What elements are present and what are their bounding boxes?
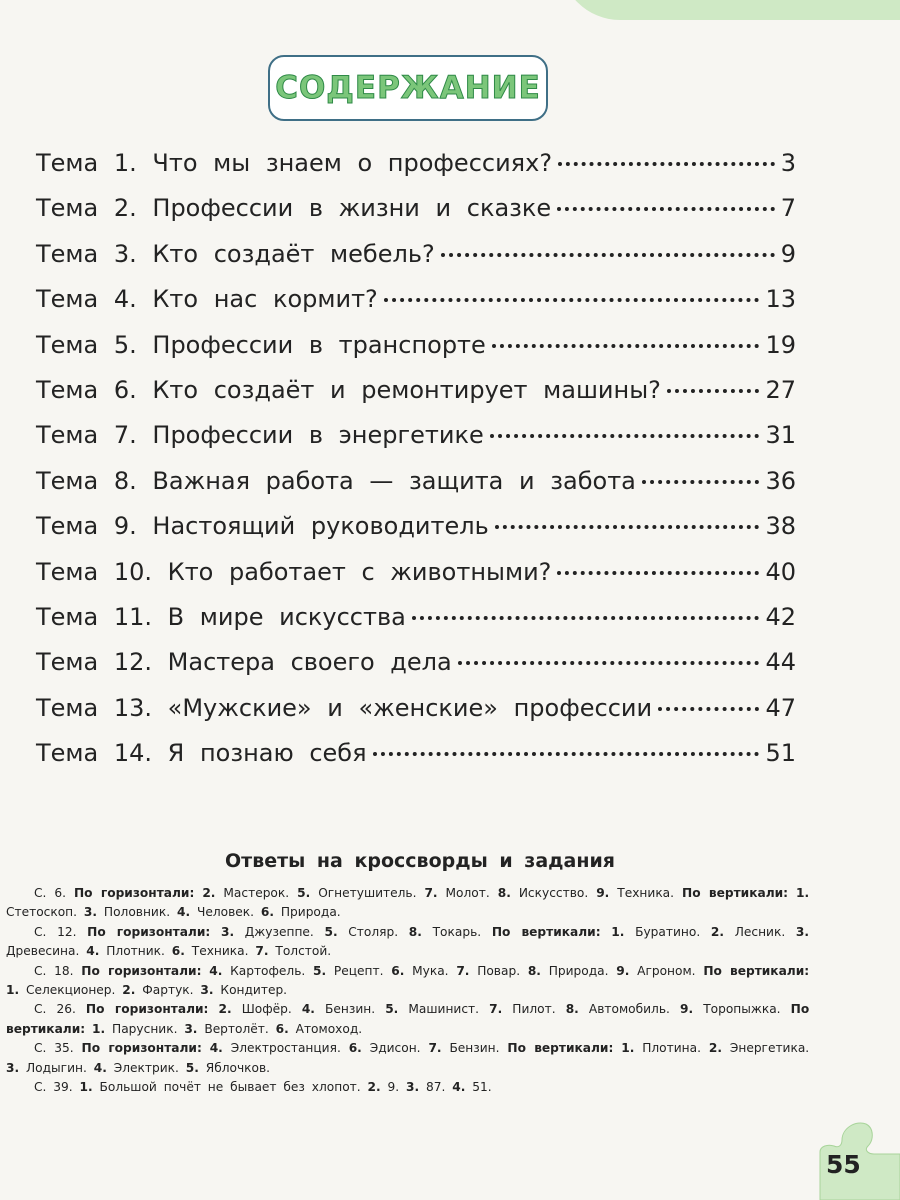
down-label: По вертикали: bbox=[507, 1041, 614, 1056]
answer-num: 1. bbox=[79, 1080, 93, 1095]
answer-num: 7. bbox=[424, 886, 438, 900]
answer-num: 8. bbox=[527, 963, 541, 978]
answer-page-ref: С. 6. bbox=[34, 886, 66, 900]
answer-word: Повар. bbox=[477, 963, 521, 978]
answer-word: Яблочков. bbox=[205, 1060, 271, 1075]
answer-num: 6. bbox=[260, 905, 274, 920]
dot-leader bbox=[558, 162, 775, 166]
answer-word: Бензин. bbox=[325, 1002, 376, 1017]
toc-item-label: Тема 3. Кто создаёт мебель? bbox=[36, 239, 435, 268]
answer-num: 6. bbox=[348, 1041, 362, 1056]
answer-num: 2. bbox=[367, 1080, 381, 1095]
toc-item-label: Тема 11. В мире искусства bbox=[36, 602, 406, 631]
answer-num: 2. bbox=[218, 1002, 232, 1017]
answer-word: Буратино. bbox=[635, 924, 701, 939]
down-label: По вертикали: bbox=[682, 886, 789, 900]
answer-num: 4. bbox=[176, 905, 191, 920]
toc-item-label: Тема 4. Кто нас кормит? bbox=[36, 285, 378, 314]
toc-item-label: Тема 12. Мастера своего дела bbox=[36, 648, 452, 677]
answer-num: 6. bbox=[171, 944, 185, 959]
answer-word: Парусник. bbox=[112, 1021, 178, 1036]
answer-word: Вертолёт. bbox=[204, 1021, 269, 1036]
toc-item[interactable] bbox=[36, 421, 796, 466]
toc-item-page: 36 bbox=[765, 466, 796, 495]
answer-word: Большой почёт не бывает без хлопот. bbox=[99, 1080, 361, 1095]
answer-word: Молот. bbox=[445, 886, 490, 900]
answer-num: 8. bbox=[408, 924, 422, 939]
toc-item[interactable] bbox=[36, 285, 796, 330]
answer-word: 87. bbox=[426, 1080, 446, 1095]
answer-word: Человек. bbox=[196, 905, 254, 920]
answer-word: Электростанция. bbox=[230, 1041, 341, 1056]
toc-item-label: Тема 9. Настоящий руководитель bbox=[36, 512, 489, 541]
answer-word: Лодыгин. bbox=[26, 1060, 87, 1075]
answer-num: 3. bbox=[184, 1021, 198, 1036]
answer-word: Атомоход. bbox=[295, 1021, 363, 1036]
toc-item-page: 38 bbox=[765, 512, 796, 541]
answer-word: Фартук. bbox=[142, 983, 194, 998]
answer-word: Природа. bbox=[280, 905, 341, 920]
dot-leader bbox=[373, 752, 760, 756]
toc-item-page: 19 bbox=[765, 330, 796, 359]
across-label: По горизонтали: bbox=[81, 1041, 202, 1056]
answer-word: Стетоскоп. bbox=[6, 905, 78, 920]
answer-word: Электрик. bbox=[113, 1060, 179, 1075]
answer-page-ref: С. 18. bbox=[34, 963, 74, 978]
answer-page-ref: С. 35. bbox=[34, 1041, 74, 1056]
toc-item[interactable] bbox=[36, 467, 796, 512]
contents-title-frame bbox=[268, 55, 548, 121]
dot-leader bbox=[490, 434, 760, 438]
answers-section bbox=[6, 884, 809, 1097]
toc-item-page: 40 bbox=[765, 557, 796, 586]
answer-word: Искусство. bbox=[518, 886, 589, 900]
toc-item[interactable] bbox=[36, 376, 796, 421]
answer-word: Природа. bbox=[548, 963, 609, 978]
answer-num: 6. bbox=[391, 963, 405, 978]
answer-word: Техника. bbox=[191, 944, 249, 959]
answer-page-ref: С. 12. bbox=[34, 924, 77, 939]
answer-num: 4. bbox=[209, 963, 223, 978]
answer-word: Плотина. bbox=[642, 1041, 701, 1056]
toc-item-page: 9 bbox=[780, 239, 796, 268]
toc-item-label: Тема 8. Важная работа — защита и забота bbox=[36, 466, 636, 495]
answer-word: Агроном. bbox=[637, 963, 696, 978]
answer-paragraph-p26 bbox=[6, 1000, 809, 1039]
toc-item[interactable] bbox=[36, 694, 796, 739]
toc-item[interactable] bbox=[36, 512, 796, 557]
down-label: По вертикали: bbox=[491, 924, 601, 939]
dot-leader bbox=[384, 298, 760, 302]
answer-num: 7. bbox=[428, 1041, 442, 1056]
answer-paragraph-p39 bbox=[6, 1078, 809, 1097]
answer-num: 8. bbox=[497, 886, 511, 900]
answer-paragraph-p6 bbox=[6, 884, 809, 923]
toc-item-page: 27 bbox=[765, 375, 796, 404]
toc-item[interactable] bbox=[36, 149, 796, 194]
answer-num: 4. bbox=[93, 1060, 107, 1075]
toc-item[interactable] bbox=[36, 240, 796, 285]
answer-num: 3. bbox=[200, 983, 214, 998]
answer-num: 9. bbox=[596, 886, 610, 900]
answer-word: Техника. bbox=[617, 886, 675, 900]
answer-word: Пилот. bbox=[512, 1002, 556, 1017]
answer-word: Лесник. bbox=[734, 924, 786, 939]
answer-page-ref: С. 26. bbox=[34, 1002, 76, 1017]
across-label: По горизонтали: bbox=[81, 963, 202, 978]
answer-num: 4. bbox=[86, 944, 100, 959]
dot-leader bbox=[458, 661, 760, 665]
toc-item-label: Тема 1. Что мы знаем о профессиях? bbox=[36, 149, 553, 177]
answer-num: 5. bbox=[385, 1002, 399, 1017]
answer-num: 8. bbox=[565, 1002, 579, 1017]
toc-item-label: Тема 7. Профессии в энергетике bbox=[36, 421, 484, 450]
dot-leader bbox=[667, 389, 760, 393]
page-number: 55 bbox=[826, 1150, 861, 1179]
toc-item-page: 7 bbox=[780, 194, 796, 223]
answer-word: Машинист. bbox=[408, 1002, 480, 1017]
down-label: По вертикали: bbox=[6, 1002, 810, 1036]
answer-num: 6. bbox=[275, 1021, 289, 1036]
answer-num: 4. bbox=[452, 1080, 466, 1095]
answer-word: Огнетушитель. bbox=[318, 886, 417, 900]
answer-word: Эдисон. bbox=[369, 1041, 421, 1056]
answer-num: 2. bbox=[710, 924, 725, 939]
answer-word: Токарь. bbox=[432, 924, 482, 939]
answer-word: Рецепт. bbox=[333, 963, 384, 978]
toc-item-label: Тема 2. Профессии в жизни и сказке bbox=[36, 194, 552, 223]
toc-item-label: Тема 13. «Мужские» и «женские» профессии bbox=[36, 693, 653, 722]
table-of-contents bbox=[36, 149, 796, 784]
answers-heading: Ответы на кроссворды и задания bbox=[225, 850, 615, 872]
dot-leader bbox=[495, 525, 760, 529]
answer-num: 1. bbox=[611, 924, 625, 939]
dot-leader bbox=[642, 480, 760, 484]
toc-item-label: Тема 5. Профессии в транспорте bbox=[36, 330, 486, 359]
answer-num: 2. bbox=[708, 1041, 722, 1056]
toc-item-label: Тема 14. Я познаю себя bbox=[36, 739, 367, 768]
answer-num: 1. bbox=[796, 886, 810, 900]
toc-item[interactable] bbox=[36, 603, 796, 648]
toc-item-page: 47 bbox=[765, 693, 796, 722]
answer-num: 1. bbox=[621, 1041, 635, 1056]
across-label: По горизонтали: bbox=[87, 924, 211, 939]
answer-word: Толстой. bbox=[275, 944, 332, 959]
toc-item[interactable] bbox=[36, 194, 796, 239]
answer-num: 3. bbox=[83, 905, 98, 920]
dot-leader bbox=[557, 571, 759, 575]
dot-leader bbox=[492, 344, 760, 348]
dot-leader bbox=[557, 207, 775, 211]
answer-word: Шофёр. bbox=[241, 1002, 292, 1017]
answer-word: Половник. bbox=[103, 905, 171, 920]
answer-paragraph-p12 bbox=[6, 923, 809, 962]
toc-item[interactable] bbox=[36, 739, 796, 784]
dot-leader bbox=[658, 707, 759, 711]
answer-num: 2. bbox=[202, 886, 216, 900]
answer-num: 9. bbox=[616, 963, 630, 978]
across-label: По горизонтали: bbox=[73, 886, 195, 900]
toc-item[interactable] bbox=[36, 558, 796, 603]
answer-word: Мастерок. bbox=[223, 886, 290, 900]
across-label: По горизонтали: bbox=[85, 1002, 209, 1017]
answer-num: 3. bbox=[6, 1060, 20, 1075]
answer-num: 4. bbox=[209, 1041, 223, 1056]
answer-num: 7. bbox=[255, 944, 269, 959]
answer-word: 51. bbox=[472, 1080, 492, 1095]
dot-leader bbox=[412, 616, 760, 620]
answer-num: 2. bbox=[122, 983, 136, 998]
answer-word: Торопыжка. bbox=[703, 1002, 781, 1017]
answer-num: 7. bbox=[456, 963, 470, 978]
answer-word: Столяр. bbox=[348, 924, 399, 939]
answer-paragraph-p18 bbox=[6, 962, 809, 1001]
toc-item[interactable] bbox=[36, 648, 796, 693]
answer-word: Бензин. bbox=[449, 1041, 500, 1056]
answer-num: 5. bbox=[324, 924, 338, 939]
down-label: По вертикали: bbox=[703, 963, 810, 978]
toc-item-label: Тема 10. Кто работает с животными? bbox=[36, 557, 552, 586]
toc-item-page: 44 bbox=[765, 648, 796, 677]
toc-item-page: 13 bbox=[765, 285, 796, 314]
answer-num: 3. bbox=[406, 1080, 420, 1095]
toc-item-label: Тема 6. Кто создаёт и ремонтирует машины? bbox=[36, 375, 661, 404]
answer-word: Картофель. bbox=[230, 963, 306, 978]
answer-word: Джузеппе. bbox=[244, 924, 314, 939]
answer-word: Плотник. bbox=[106, 944, 165, 959]
answer-num: 9. bbox=[679, 1002, 694, 1017]
answer-num: 5. bbox=[185, 1060, 199, 1075]
top-decoration bbox=[560, 0, 900, 20]
answer-num: 4. bbox=[301, 1002, 315, 1017]
answer-word: Древесина. bbox=[6, 944, 80, 959]
toc-item-page: 51 bbox=[765, 739, 796, 768]
answer-word: Кондитер. bbox=[220, 983, 288, 998]
dot-leader bbox=[441, 253, 775, 257]
answer-word: Автомобиль. bbox=[588, 1002, 670, 1017]
answer-word: Селекционер. bbox=[26, 983, 116, 998]
answer-paragraph-p35 bbox=[6, 1039, 809, 1078]
answer-num: 5. bbox=[297, 886, 311, 900]
answer-num: 3. bbox=[220, 924, 235, 939]
answer-num: 7. bbox=[489, 1002, 503, 1017]
toc-item-page: 42 bbox=[765, 602, 796, 631]
answer-num: 5. bbox=[313, 963, 327, 978]
answer-page-ref: С. 39. bbox=[34, 1080, 73, 1095]
toc-item-page: 3 bbox=[780, 149, 796, 177]
answer-word: Мука. bbox=[412, 963, 449, 978]
answer-word: Энергетика. bbox=[729, 1041, 810, 1056]
toc-item[interactable] bbox=[36, 331, 796, 376]
toc-item-page: 31 bbox=[765, 421, 796, 450]
answer-num: 1. bbox=[92, 1021, 106, 1036]
answer-num: 1. bbox=[6, 983, 20, 998]
answer-word: 9. bbox=[387, 1080, 400, 1095]
page-title: СОДЕРЖАНИЕ bbox=[275, 70, 541, 106]
answer-num: 3. bbox=[795, 924, 810, 939]
